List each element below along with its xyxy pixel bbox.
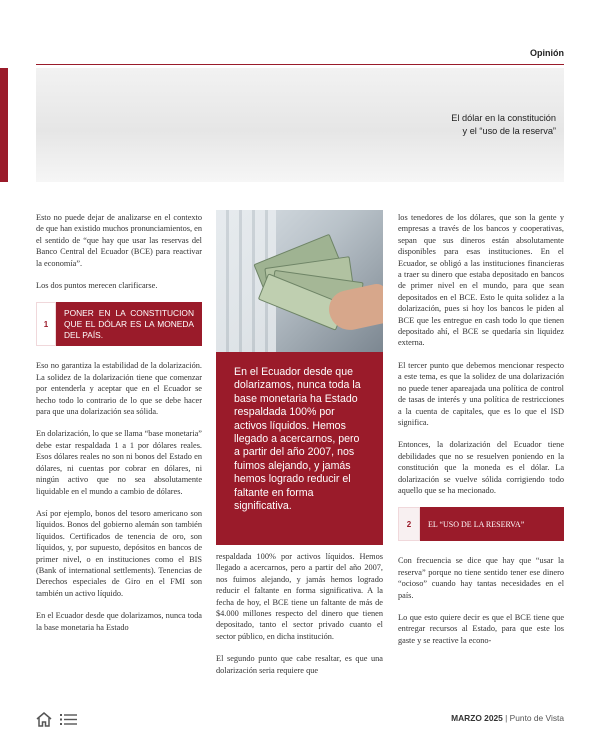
home-icon[interactable]: [36, 712, 52, 732]
section-label: Opinión: [530, 48, 564, 58]
heading-text: EL “USO DE LA RESERVA”: [420, 507, 564, 541]
footer-separator: |: [505, 713, 508, 723]
publication-name: Punto de Vista: [509, 713, 564, 723]
paragraph: Eso no garantiza la estabilidad de la dolarización. La solidez de la dolarización tiene que comenzar por entenderla y aceptar que en el Ecuador se hecho todo lo contrario de lo que se debe hacer para que una dolarización sea sólida.: [36, 361, 202, 417]
paragraph: El tercer punto que debemos mencionar respecto a este tema, es que la solidez de una dolarización no puede tener apareajada una política de control de tasas de interés y una política de restricciones a la cuenta de capitales, que es lo que el ISD significa.: [398, 360, 564, 427]
paragraph: Lo que esto quiere decir es que el BCE tiene que entregar recursos al Estado, para que este los gaste y se reactive la econo-: [398, 612, 564, 645]
footer-info: [451, 713, 564, 723]
section-heading-1: [36, 302, 202, 346]
paragraph: Así por ejemplo, bonos del tesoro americano son líquidos. Bonos del gobierno alemán son también líquidos. Certificados de tenencia de oro, son líquidos, y, por supuesto, depósitos en bancos de primer nivel, o en instituciones como el BIS (Bank of international settlements). Tenencias de Derechos especiales de Giro en el FMI son también un activo líquido.: [36, 508, 202, 598]
paragraph: El segundo punto que cabe resaltar, es que una dolarización seria requiere que: [216, 654, 383, 675]
column-3: [398, 212, 564, 657]
paragraph: Los dos puntos merecen clarificarse.: [36, 281, 158, 291]
heading-number: 1: [36, 302, 56, 346]
list-menu-icon[interactable]: [60, 713, 77, 731]
article-title-line-1: El dólar en la constitución: [451, 113, 556, 123]
heading-number: 2: [398, 507, 420, 541]
column-2: [216, 551, 383, 687]
column-1: [36, 212, 202, 644]
paragraph: los tenedores de los dólares, que son la gente y empresas a través de los bancos y cooperativas, sepan que sus dineros están absolutamente disponibles para esas instituciones. En el Ecuador, se obligó a las instituciones financieras a traer su dinero que estaba depositado en bancos de primer nivel en el mundo, para que sean depositados en el BCE. Esto le quita solidez a la dolarización, pues si hoy los bancos le piden al BCE que les entregue en cash todo lo que tienen depositado ahí, el BCE se quedaría sin liquidez externa.: [398, 213, 564, 348]
paragraph: Entonces, la dolarización del Ecuador tiene debilidades que no se resuelven poniendo en la constitución que la moneda es el dólar. La dolarización se vuelve sólida corrigiendo todo aquello que se ha mecionado.: [398, 440, 564, 495]
issue-date: MARZO 2025: [451, 713, 503, 723]
top-divider: [36, 64, 564, 65]
title-banner: [36, 68, 564, 182]
paragraph: respaldada 100% por activos líquidos. Hemos llegado a acercarnos, pero a partir del año 2007, nos fuimos alejando, y jamás hemos logrado reducir el faltante en forma significativa. A la fecha de hoy, el BCE tiene un faltante de más de $4.000 millones respecto del dinero que tienen depositado, tanto el sector privado cuanto el sector público, en dicha institución.: [216, 552, 383, 641]
article-title-line-2: y el “uso de la reserva”: [462, 126, 556, 136]
money-hand-photo: [216, 210, 383, 352]
paragraph: En el Ecuador desde que dolarizamos, nunca toda la base monetaria ha Estado: [36, 611, 202, 632]
paragraph: Con frecuencia se dice que hay que “usar la reserva” porque no tiene sentido tener ese dinero “ocioso” cuando hay tantas necesidades en el país.: [398, 556, 564, 600]
footer-nav: [36, 712, 77, 732]
article-title: [451, 112, 556, 138]
accent-bar: [0, 68, 8, 182]
paragraph: Esto no puede dejar de analizarse en el contexto de que han existido muchos pronunciamientos, en el sentido de “que hay que usar las reservas del Banco Central del Ecuador (BCE) para reactivar la economía”.: [36, 213, 202, 268]
heading-text: PONER EN LA CONSTITUCION QUE EL DÓLAR ES LA MONEDA DEL PAÍS.: [56, 302, 202, 346]
section-heading-2: [398, 507, 564, 541]
pull-quote: En el Ecuador desde que dolarizamos, nunca toda la base monetaria ha Estado respaldada 100% por activos líquidos. Hemos llegado a acercarnos, pero a partir del año 2007, nos fuimos alejando, y jamás hemos logrado reducir el faltante en forma significativa.: [216, 352, 383, 545]
paragraph: En dolarización, lo que se llama “base monetaria” debe estar respaldada 1 a 1 por dólares reales. Esos dólares reales no son ni bonos del Estado en dólares, ni cuentas por cobrar en dólares, ni ningún activo que no sea absolutamente liquidable en el mundo a cambio de dólares.: [36, 429, 202, 496]
